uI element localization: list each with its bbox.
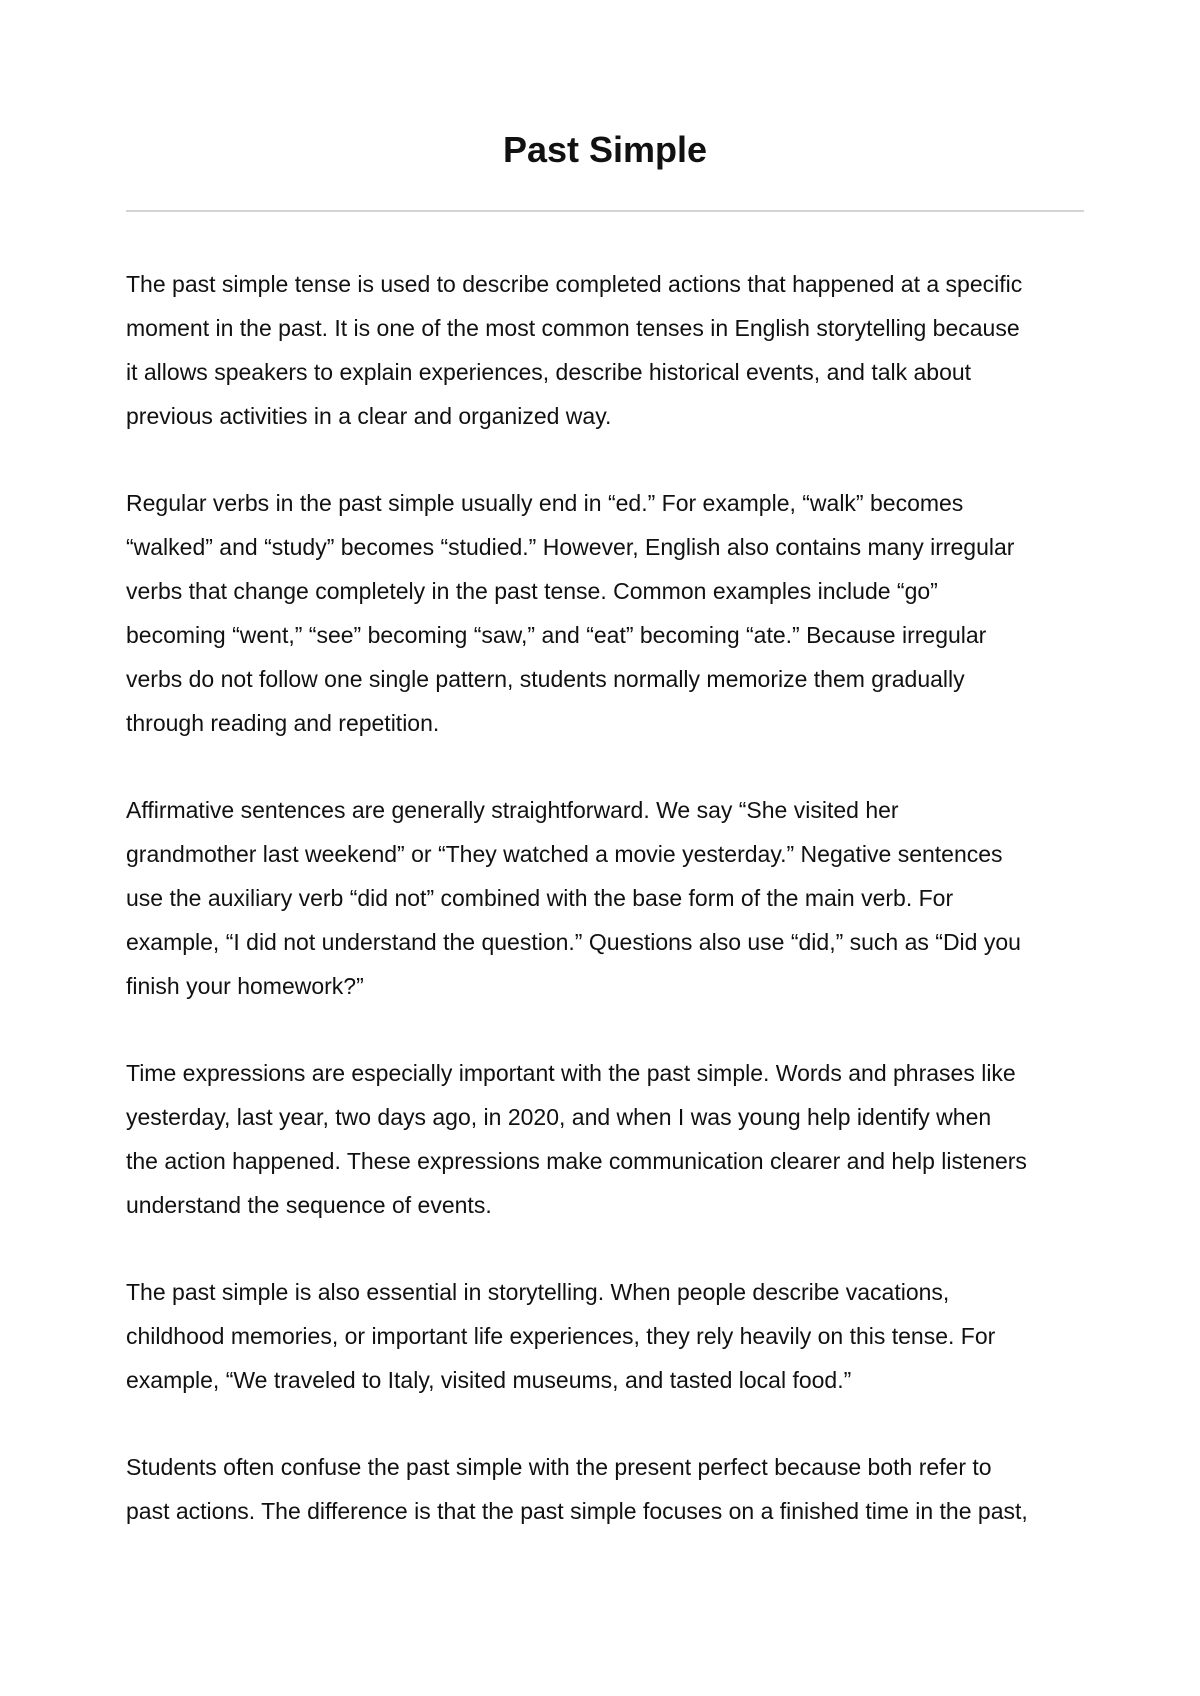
text-line: it allows speakers to explain experiences, describe historical events, and talk about	[126, 359, 972, 385]
text-line: past actions. The difference is that the past simple focuses on a finished time in the past,	[126, 1498, 1028, 1524]
text-line: yesterday, last year, two days ago, in 2020, and when I was young help identify when	[126, 1104, 992, 1130]
text-line: understand the sequence of events.	[126, 1192, 492, 1218]
text-line: example, “We traveled to Italy, visited museums, and tasted local food.”	[126, 1367, 852, 1393]
text-line: previous activities in a clear and organized way.	[126, 403, 612, 429]
text-line: use the auxiliary verb “did not” combined with the base form of the main verb. For	[126, 885, 954, 911]
paragraph-2	[126, 481, 1086, 745]
paragraph-6	[126, 1445, 1086, 1533]
text-line: example, “I did not understand the question.” Questions also use “did,” such as “Did you	[126, 929, 1021, 955]
page-title: Past Simple	[502, 129, 708, 170]
paragraph-5	[126, 1270, 1086, 1402]
text-line: Regular verbs in the past simple usually end in “ed.” For example, “walk” becomes	[126, 490, 964, 516]
text-line: finish your homework?”	[126, 973, 364, 999]
text-line: Students often confuse the past simple with the present perfect because both refer to	[126, 1454, 992, 1480]
text-line: childhood memories, or important life experiences, they rely heavily on this tense. For	[126, 1323, 996, 1349]
text-line: grandmother last weekend” or “They watched a movie yesterday.” Negative sentences	[126, 841, 1003, 867]
text-line: becoming “went,” “see” becoming “saw,” and “eat” becoming “ate.” Because irregular	[126, 622, 987, 648]
paragraph-4	[126, 1051, 1086, 1227]
paragraph-3	[126, 788, 1086, 1008]
text-line: verbs that change completely in the past tense. Common examples include “go”	[126, 578, 938, 604]
text-line: the action happened. These expressions make communication clearer and help listeners	[126, 1148, 1027, 1174]
title-divider	[126, 210, 1084, 212]
text-line: The past simple is also essential in storytelling. When people describe vacations,	[126, 1279, 950, 1305]
text-line: verbs do not follow one single pattern, students normally memorize them gradually	[126, 666, 965, 692]
text-line: moment in the past. It is one of the most common tenses in English storytelling because	[126, 315, 1020, 341]
text-line: through reading and repetition.	[126, 710, 440, 736]
text-line: Affirmative sentences are generally straightforward. We say “She visited her	[126, 797, 899, 823]
text-line: The past simple tense is used to describe completed actions that happened at a specific	[126, 271, 1023, 297]
document-body	[126, 262, 1086, 1576]
text-line: “walked” and “study” becomes “studied.” However, English also contains many irregular	[126, 534, 1015, 560]
paragraph-1	[126, 262, 1086, 438]
text-line: Time expressions are especially important with the past simple. Words and phrases like	[126, 1060, 1016, 1086]
